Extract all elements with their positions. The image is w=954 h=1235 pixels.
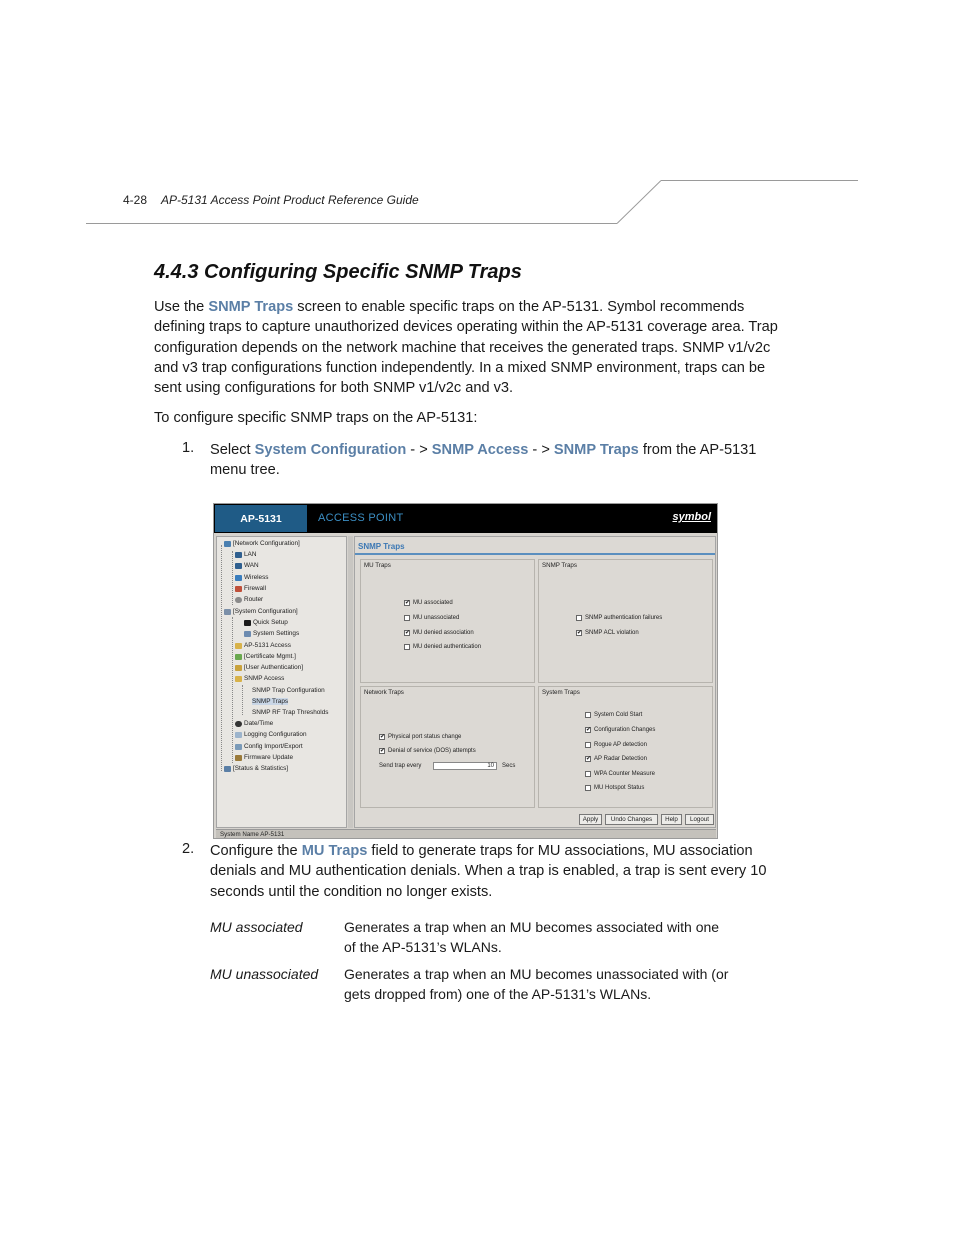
user-auth-icon	[235, 665, 242, 671]
product-label: ACCESS POINT	[318, 512, 404, 524]
checkbox-label: SNMP authentication failures	[585, 615, 663, 621]
router-icon	[235, 597, 242, 603]
folder-icon	[235, 643, 242, 649]
checkbox-box[interactable]: ✔	[586, 727, 592, 733]
step1-sep1: - >	[406, 442, 432, 458]
brand-logo: symbol	[672, 511, 711, 523]
clock-icon	[235, 721, 242, 727]
certificate-icon	[235, 654, 242, 660]
mu-trap-checkbox[interactable]	[404, 644, 481, 650]
import-export-icon	[235, 744, 242, 750]
header-rule	[0, 0, 954, 240]
tree-item-label: Firmware Update	[244, 754, 294, 761]
checkbox-label: MU associated	[413, 600, 453, 606]
tree-item[interactable]	[224, 608, 298, 615]
wireless-icon	[235, 575, 242, 581]
lead-in: To configure specific SNMP traps on the AP-5131:	[154, 410, 478, 426]
snmp-traps-screenshot	[213, 503, 718, 839]
mu-traps-link[interactable]: MU Traps	[301, 843, 368, 859]
folder-open-icon	[235, 676, 242, 682]
checkbox-box[interactable]: ✔	[405, 600, 411, 606]
system-traps-group	[538, 686, 713, 808]
system-trap-checkbox[interactable]	[585, 785, 644, 791]
panel-title: SNMP Traps	[358, 542, 405, 551]
tree-item[interactable]	[235, 664, 303, 671]
panel-title-rule	[355, 553, 715, 555]
system-trap-checkbox[interactable]	[585, 727, 655, 733]
tree-item[interactable]	[252, 687, 325, 694]
tree-item[interactable]	[235, 562, 259, 569]
checkbox-label: Rogue AP detection	[594, 742, 647, 748]
send-trap-label: Send trap every	[379, 763, 422, 769]
tree-item-label: [System Configuration]	[233, 608, 298, 615]
tree-item[interactable]	[235, 653, 296, 660]
step1-suffix: from the AP-5131 menu tree.	[210, 442, 757, 479]
step1-sep2: - >	[528, 442, 554, 458]
tree-item[interactable]	[244, 630, 299, 637]
snmp-trap-checkbox[interactable]	[576, 615, 662, 621]
send-trap-unit: Secs	[502, 763, 516, 769]
tree-item-label: [Status & Statistics]	[233, 765, 289, 772]
mu-traps-group	[360, 559, 535, 683]
logout-button[interactable]: Logout	[685, 814, 714, 825]
help-button[interactable]: Help	[661, 814, 682, 825]
checkbox-label: Physical port status change	[388, 734, 462, 740]
tree-item[interactable]	[235, 675, 284, 682]
checkbox-box[interactable]	[576, 615, 582, 621]
tree-item-selected[interactable]	[252, 698, 288, 705]
tree-item[interactable]	[235, 754, 293, 761]
system-config-icon	[224, 609, 231, 615]
arrow-right-icon	[244, 620, 251, 626]
tree-item-label: Wireless	[244, 574, 269, 581]
group-label: MU Traps	[364, 562, 391, 569]
step1-prefix: Select	[210, 442, 255, 458]
network-traps-group	[360, 686, 535, 808]
tree-item-label: SNMP Access	[244, 675, 285, 682]
system-trap-checkbox[interactable]	[585, 712, 642, 718]
tree-item-label: WAN	[244, 562, 259, 569]
page-number: 4-28	[123, 193, 148, 207]
tree-item-label: Firewall	[244, 585, 267, 592]
send-trap-interval-input[interactable]: 10	[433, 762, 497, 770]
guide-title-text: AP-5131 Access Point Product Reference Guide	[161, 193, 419, 207]
menu-tree	[216, 536, 347, 828]
tree-item-label: SNMP Traps	[252, 698, 289, 705]
tree-connector	[242, 685, 243, 715]
tree-item[interactable]	[244, 619, 288, 626]
system-configuration-link[interactable]: System Configuration	[254, 442, 407, 458]
tree-item[interactable]	[235, 551, 256, 558]
firewall-icon	[235, 586, 242, 592]
snmp-traps-panel	[354, 536, 716, 828]
tree-item-label: Router	[244, 596, 264, 603]
system-trap-checkbox[interactable]	[585, 771, 655, 777]
settings-icon	[244, 631, 251, 637]
definition-term: MU associated	[210, 919, 303, 935]
apply-button[interactable]: Apply	[579, 814, 602, 825]
step1-number: 1.	[182, 440, 195, 456]
checkbox-label: MU denied association	[413, 630, 474, 636]
definition-term: MU unassociated	[210, 966, 319, 982]
group-label: SNMP Traps	[542, 562, 577, 569]
checkbox-label: MU unassociated	[413, 615, 460, 621]
tree-item-label: Quick Setup	[253, 619, 288, 626]
network-trap-checkbox[interactable]	[379, 734, 461, 740]
checkbox-box[interactable]	[404, 615, 410, 621]
product-tab: AP-5131	[215, 505, 307, 532]
tree-item-label: [User Authentication]	[244, 664, 303, 671]
tree-item-label: LAN	[244, 551, 257, 558]
tree-connector	[232, 617, 233, 763]
app-top-bar	[214, 504, 718, 533]
checkbox-box[interactable]	[585, 771, 591, 777]
tree-item[interactable]	[235, 720, 273, 727]
pane-divider[interactable]	[348, 536, 353, 828]
snmp-traps-group	[538, 559, 713, 683]
checkbox-box[interactable]	[404, 644, 410, 650]
checkbox-box[interactable]: ✔	[380, 748, 386, 754]
network-trap-checkbox[interactable]	[379, 748, 476, 754]
step2-prefix: Configure the	[210, 843, 302, 859]
step2-number: 2.	[182, 841, 195, 857]
tree-item[interactable]	[235, 642, 291, 649]
checkbox-label: AP Radar Detection	[594, 756, 647, 762]
system-trap-checkbox[interactable]	[585, 742, 647, 748]
step2-suffix: field to generate traps for MU associations, MU association denials and MU authentication denials. When a trap is enabled, a trap is sent every 10 seconds until the condition no longer exists.	[210, 843, 767, 900]
checkbox-label: MU Hotspot Status	[594, 785, 645, 791]
tree-item-label: SNMP Trap Configuration	[252, 687, 325, 694]
checkbox-label: WPA Counter Measure	[594, 771, 655, 777]
mu-trap-checkbox[interactable]	[404, 615, 459, 621]
network-icon	[224, 541, 231, 547]
mu-trap-checkbox[interactable]	[404, 630, 474, 636]
tree-item[interactable]	[235, 596, 263, 603]
group-label: Network Traps	[364, 689, 404, 696]
tree-connector	[221, 545, 222, 771]
checkbox-box[interactable]	[585, 712, 591, 718]
group-label: System Traps	[542, 689, 580, 696]
tree-item[interactable]	[235, 574, 269, 581]
checkbox-label: Configuration Changes	[594, 727, 656, 733]
tree-item[interactable]	[224, 540, 300, 547]
lan-icon	[235, 552, 242, 558]
checkbox-label: System Cold Start	[594, 712, 643, 718]
snmp-access-link[interactable]: SNMP Access	[431, 442, 529, 458]
tree-item-label: AP-5131 Access	[244, 642, 291, 649]
firmware-icon	[235, 755, 242, 761]
definition-text: Generates a trap when an MU becomes unassociated with (or gets dropped from) one of the AP-5131’s WLANs.	[344, 966, 729, 1002]
status-bar: System Name AP-5131	[216, 829, 716, 839]
status-icon	[224, 766, 231, 772]
checkbox-label: SNMP ACL violation	[585, 630, 639, 636]
checkbox-box[interactable]: ✔	[577, 630, 583, 636]
checkbox-box[interactable]	[585, 785, 591, 791]
checkbox-box[interactable]: ✔	[405, 630, 411, 636]
snmp-trap-checkbox[interactable]	[576, 630, 639, 636]
tree-item-label: SNMP RF Trap Thresholds	[252, 709, 329, 716]
step1-text	[210, 440, 790, 481]
section-title: 4.4.3 Configuring Specific SNMP Traps	[154, 261, 522, 283]
tree-item[interactable]	[224, 765, 288, 772]
checkbox-box[interactable]	[585, 742, 591, 748]
log-icon	[235, 732, 242, 738]
system-trap-checkbox[interactable]	[585, 756, 647, 762]
snmp-traps-menu-link[interactable]: SNMP Traps	[553, 442, 639, 458]
definition-text: Generates a trap when an MU becomes associated with one of the AP-5131’s WLANs.	[344, 919, 720, 955]
tree-item[interactable]	[235, 743, 303, 750]
checkbox-label: Denial of service (DOS) attempts	[388, 748, 476, 754]
intro-prefix: Use the	[154, 299, 209, 315]
checkbox-label: MU denied authentication	[413, 644, 482, 650]
snmp-traps-link[interactable]: SNMP Traps	[208, 299, 294, 315]
tree-connector	[232, 551, 233, 605]
checkbox-box[interactable]: ✔	[380, 734, 386, 740]
checkbox-box[interactable]: ✔	[586, 756, 592, 762]
tree-item-label: System Settings	[253, 630, 300, 637]
tree-item-label: Config Import/Export	[244, 743, 303, 750]
step2-text	[210, 841, 770, 902]
undo-changes-button[interactable]: Undo Changes	[605, 814, 658, 825]
tree-item-label: [Network Configuration]	[233, 540, 300, 547]
mu-trap-checkbox[interactable]	[404, 600, 453, 606]
tree-item-label: Date/Time	[244, 720, 274, 727]
tree-item-label: [Certificate Mgmt.]	[244, 653, 296, 660]
intro-suffix: screen to enable specific traps on the AP-5131. Symbol recommends defining traps to capture unauthorized devices operating within the AP-5131 coverage area. Trap configuration depends on the network machine that receives the generated traps. SNMP v1/v2c and v3 trap configurations function independently. In a mixed SNMP environment, traps can be sent using configurations for both SNMP v1/v2c and v3.	[154, 299, 778, 397]
tree-item[interactable]	[252, 709, 328, 716]
tree-item[interactable]	[235, 731, 307, 738]
intro-paragraph	[154, 297, 794, 398]
tree-item-label: Logging Configuration	[244, 731, 307, 738]
tree-item[interactable]	[235, 585, 266, 592]
wan-icon	[235, 563, 242, 569]
